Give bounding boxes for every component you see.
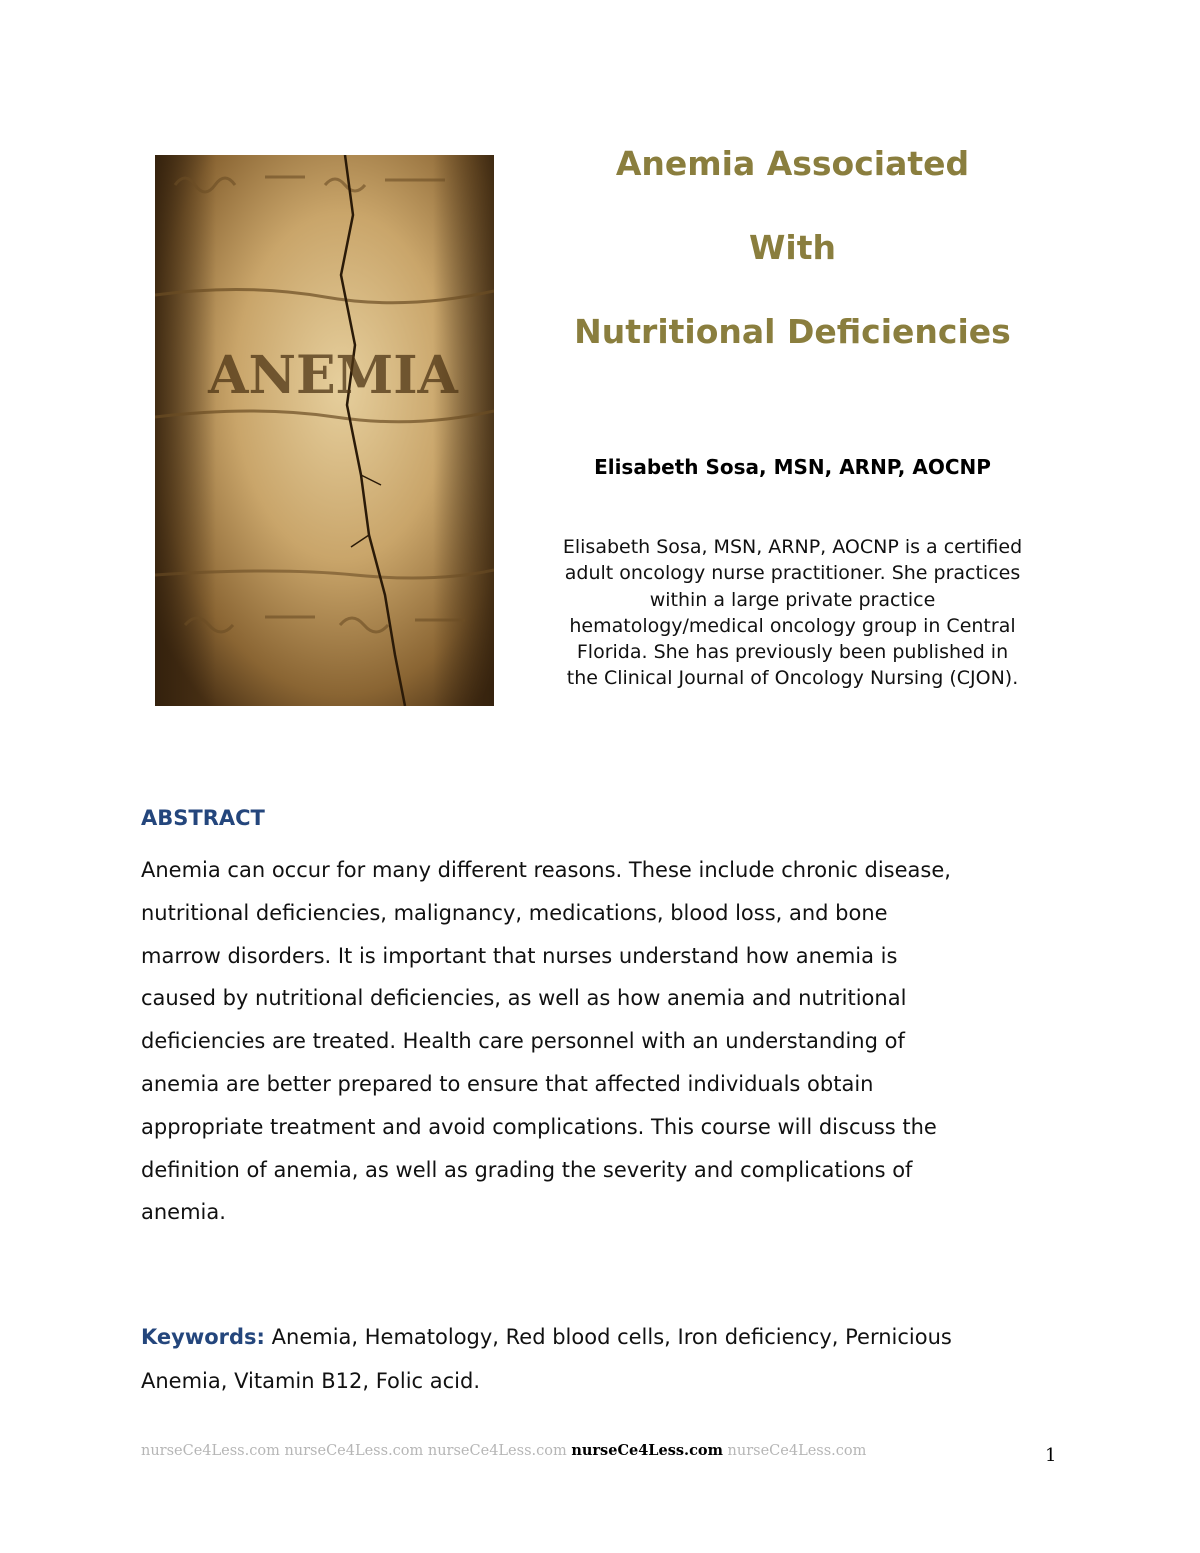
- abstract-line: marrow disorders. It is important that nurses understand how anemia is: [141, 943, 898, 968]
- bio-line: within a large private practice: [649, 588, 936, 611]
- keywords: [141, 1315, 1071, 1403]
- title-line-2: With: [749, 228, 836, 267]
- bio-line: the Clinical Journal of Oncology Nursing (CJON).: [566, 667, 1019, 690]
- abstract-line: anemia.: [141, 1200, 226, 1225]
- footer-site-link[interactable]: nurseCe4Less.com: [571, 1442, 723, 1459]
- document-title: [505, 140, 1080, 392]
- abstract-line: anemia are better prepared to ensure that affected individuals obtain: [141, 1071, 874, 1096]
- footer-faded-text: nurseCe4Less.com nurseCe4Less.com nurseCe4Less.com: [141, 1443, 572, 1459]
- abstract-line: Anemia can occur for many different reasons. These include chronic disease,: [141, 858, 951, 882]
- cover-anemia-text: ANEMIA: [208, 345, 458, 406]
- bio-line: Florida. She has previously been published in: [576, 641, 1009, 664]
- abstract-line: nutritional deficiencies, malignancy, medications, blood loss, and bone: [141, 900, 888, 925]
- footer-watermark: [141, 1442, 866, 1459]
- author-name: Elisabeth Sosa, MSN, ARNP, AOCNP: [594, 455, 991, 479]
- abstract-line: deficiencies are treated. Health care personnel with an understanding of: [141, 1029, 905, 1054]
- abstract-line: appropriate treatment and avoid complications. This course will discuss the: [141, 1114, 937, 1139]
- cover-image: [155, 155, 494, 706]
- bio-line: adult oncology nurse practitioner. She practices: [564, 562, 1021, 585]
- footer-faded-text-2: nurseCe4Less.com: [722, 1443, 867, 1459]
- abstract-line: definition of anemia, as well as grading the severity and complications of: [141, 1157, 913, 1182]
- bio-line: hematology/medical oncology group in Central: [569, 614, 1016, 637]
- abstract-body: [141, 849, 1071, 1234]
- keywords-list-line-1: Anemia, Hematology, Red blood cells, Iron deficiency, Pernicious: [271, 1325, 952, 1349]
- title-line-1: Anemia Associated: [615, 144, 970, 183]
- author-bio: [515, 534, 1070, 692]
- bio-line: Elisabeth Sosa, MSN, ARNP, AOCNP is a certified: [562, 536, 1023, 558]
- title-line-3: Nutritional Deficiencies: [574, 312, 1011, 351]
- abstract-heading: ABSTRACT: [141, 806, 265, 830]
- keywords-list-line-2: Anemia, Vitamin B12, Folic acid.: [141, 1369, 481, 1393]
- abstract-line: caused by nutritional deficiencies, as well as how anemia and nutritional: [141, 986, 907, 1011]
- keywords-label: Keywords:: [141, 1325, 265, 1349]
- page-number: 1: [1045, 1445, 1057, 1466]
